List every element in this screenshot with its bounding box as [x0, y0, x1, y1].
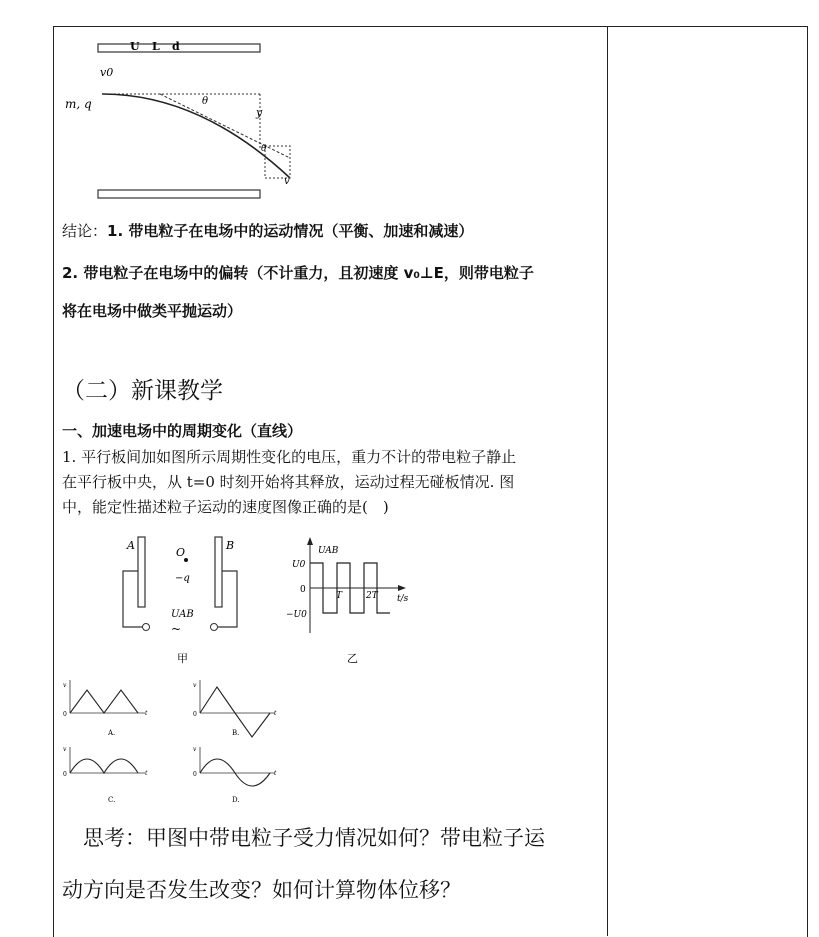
option-a-graph: [63, 680, 148, 737]
voltage-y-arrow: [307, 537, 313, 545]
option-d-label: D.: [232, 796, 240, 804]
option-b-label: B.: [232, 729, 240, 737]
label-u0: U0: [292, 560, 306, 570]
label-y: y: [256, 106, 263, 119]
label-o: O: [176, 546, 186, 559]
options-figure: [60, 675, 290, 810]
velocity-box: [265, 146, 290, 178]
section-title: （二）新课教学: [62, 378, 223, 404]
option-b-axis-t: t: [274, 710, 277, 717]
caption-yi: 乙: [347, 652, 358, 665]
conclusion-line-1: [62, 220, 473, 241]
label-axis-t: t/s: [397, 594, 409, 604]
option-a-axis-o: 0: [63, 711, 67, 718]
label-zero: 0: [300, 585, 306, 595]
think-line-1: [62, 822, 607, 852]
option-d-axis-o: 0: [193, 771, 197, 778]
label-theta: θ: [202, 96, 209, 107]
option-a-label: A.: [108, 729, 116, 737]
label-uab: UAB: [171, 609, 194, 620]
voltage-figure: [280, 533, 430, 668]
label-d: d: [172, 40, 180, 53]
deflection-figure: [60, 38, 310, 203]
label-t: T: [336, 591, 343, 601]
label-neg-u0: −U0: [286, 610, 307, 620]
think-text-1: 思考：甲图中带电粒子受力情况如何？带电粒子运: [83, 826, 545, 850]
option-c-axis-o: 0: [63, 771, 67, 778]
option-d-axis-t: t: [274, 770, 277, 777]
table-column-divider: [607, 26, 608, 936]
think-line-2: 动方向是否发生改变？如何计算物体位移？: [62, 878, 461, 902]
conclusion-prefix: 结论：: [62, 222, 108, 240]
option-b-axis-v: v: [193, 682, 197, 689]
option-b-graph: [193, 680, 277, 737]
label-a: A: [127, 539, 135, 552]
option-a-axis-v: v: [63, 682, 67, 689]
label-theta-2: θ: [261, 144, 267, 154]
option-c-axis-v: v: [63, 746, 67, 753]
terminal-b: [211, 624, 218, 631]
label-2t: 2T: [366, 591, 378, 601]
option-c-axis-t: t: [145, 770, 148, 777]
option-c-graph: [63, 746, 148, 804]
label-uab-axis: UAB: [318, 546, 339, 556]
tangent-line: [160, 94, 290, 158]
conclusion-text-1: 1. 带电粒子在电场中的运动情况（平衡、加速和减速）: [107, 222, 474, 240]
label-mq: m, q: [65, 97, 92, 111]
plates-figure: [115, 533, 255, 668]
label-l: L: [152, 40, 160, 53]
label-u: U: [130, 40, 140, 53]
option-b-axis-o: 0: [193, 711, 197, 718]
plate-a: [138, 537, 145, 607]
plate-b: [215, 537, 222, 607]
terminal-a: [143, 624, 150, 631]
conclusion-line-3: 将在电场中做类平抛运动）: [62, 302, 243, 320]
question-line-3: 中，能定性描述粒子运动的速度图像正确的是( ): [62, 498, 389, 516]
label-b: B: [226, 539, 235, 552]
conclusion-line-2: 2. 带电粒子在电场中的偏转（不计重力，且初速度 v₀⊥E，则带电粒子: [62, 264, 534, 282]
option-a-axis-t: t: [145, 710, 148, 717]
ac-symbol: ~: [171, 622, 182, 636]
subsection-title: 一、加速电场中的周期变化（直线）: [62, 422, 303, 440]
label-v0: v0: [100, 66, 114, 79]
caption-jia: 甲: [177, 652, 188, 665]
option-c-label: C.: [108, 796, 116, 804]
option-d-axis-v: v: [193, 746, 197, 753]
voltage-x-arrow: [398, 585, 406, 591]
option-d-graph: [193, 746, 277, 804]
label-charge: −q: [175, 573, 190, 584]
question-line-1: 1. 平行板间加如图所示周期性变化的电压，重力不计的带电粒子静止: [62, 448, 517, 466]
label-v: v: [284, 176, 290, 187]
question-line-2: 在平行板中央，从 t=0 时刻开始将其释放，运动过程无碰板情况. 图: [62, 473, 515, 491]
bottom-plate: [98, 190, 260, 198]
